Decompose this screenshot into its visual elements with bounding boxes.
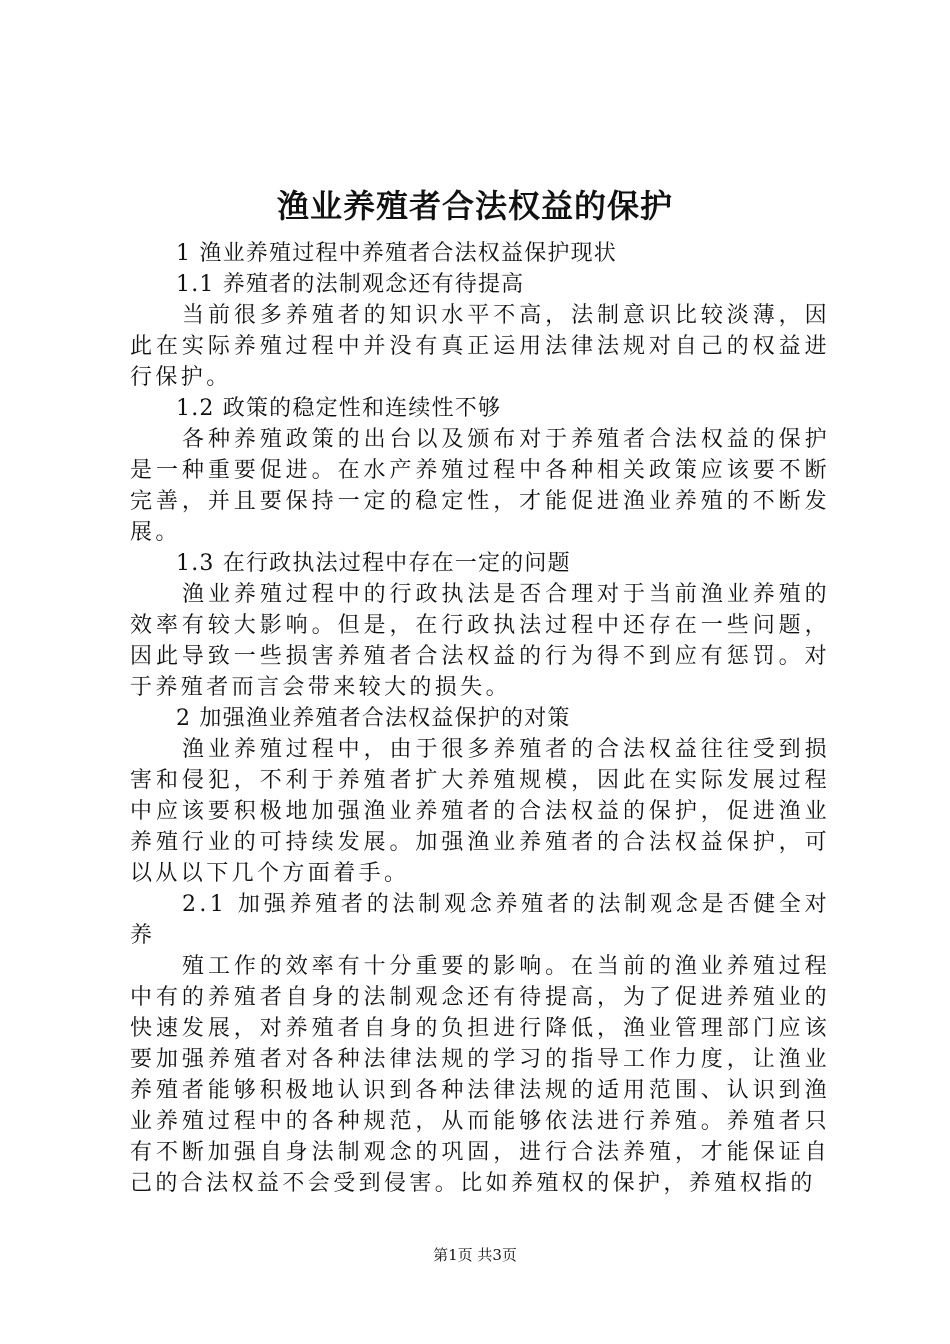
section-heading-1-1: 1.1 养殖者的法制观念还有待提高	[176, 272, 525, 297]
section-heading-1: 1 渔业养殖过程中养殖者合法权益保护现状	[176, 241, 617, 266]
paragraph: 渔业养殖过程中的行政执法是否合理对于当前渔业养殖的效率有较大影响。但是，在行政执法过程中还存在一些问题，因此导致一些损害养殖者合法权益的行为得不到应有惩罚。对于养殖者而言会带来较大的损失。	[130, 582, 830, 700]
section-heading-2: 2 加强渔业养殖者合法权益保护的对策	[176, 706, 571, 731]
document-body	[130, 238, 830, 1199]
page-footer: 第1页 共3页	[433, 1246, 517, 1264]
paragraph: 2.1 加强养殖者的法制观念养殖者的法制观念是否健全对养	[130, 892, 830, 948]
paragraph: 当前很多养殖者的知识水平不高，法制意识比较淡薄，因此在实际养殖过程中并没有真正运用法律法规对自己的权益进行保护。	[130, 303, 830, 390]
paragraph: 各种养殖政策的出台以及颁布对于养殖者合法权益的保护是一种重要促进。在水产养殖过程中各种相关政策应该要不断完善，并且要保持一定的稳定性，才能促进渔业养殖的不断发展。	[130, 427, 830, 545]
section-heading-1-2: 1.2 政策的稳定性和连续性不够	[176, 396, 502, 421]
paragraph: 渔业养殖过程中，由于很多养殖者的合法权益往往受到损害和侵犯，不利于养殖者扩大养殖规模，因此在实际发展过程中应该要积极地加强渔业养殖者的合法权益的保护，促进渔业养殖行业的可持续发展。加强渔业养殖者的合法权益保护，可以从以下几个方面着手。	[130, 737, 830, 886]
paragraph: 殖工作的效率有十分重要的影响。在当前的渔业养殖过程中有的养殖者自身的法制观念还有待提高，为了促进养殖业的快速发展，对养殖者自身的负担进行降低，渔业管理部门应该要加强养殖者对各种法律法规的学习的指导工作力度，让渔业养殖者能够积极地认识到各种法律法规的适用范围、认识到渔业养殖过程中的各种规范，从而能够依法进行养殖。养殖者只有不断加强自身法制观念的巩固，进行合法养殖，才能保证自己的合法权益不会受到侵害。比如养殖权的保护，养殖权指的	[130, 954, 830, 1196]
document-title: 渔业养殖者合法权益的保护	[276, 187, 673, 225]
section-heading-1-3: 1.3 在行政执法过程中存在一定的问题	[176, 551, 571, 576]
